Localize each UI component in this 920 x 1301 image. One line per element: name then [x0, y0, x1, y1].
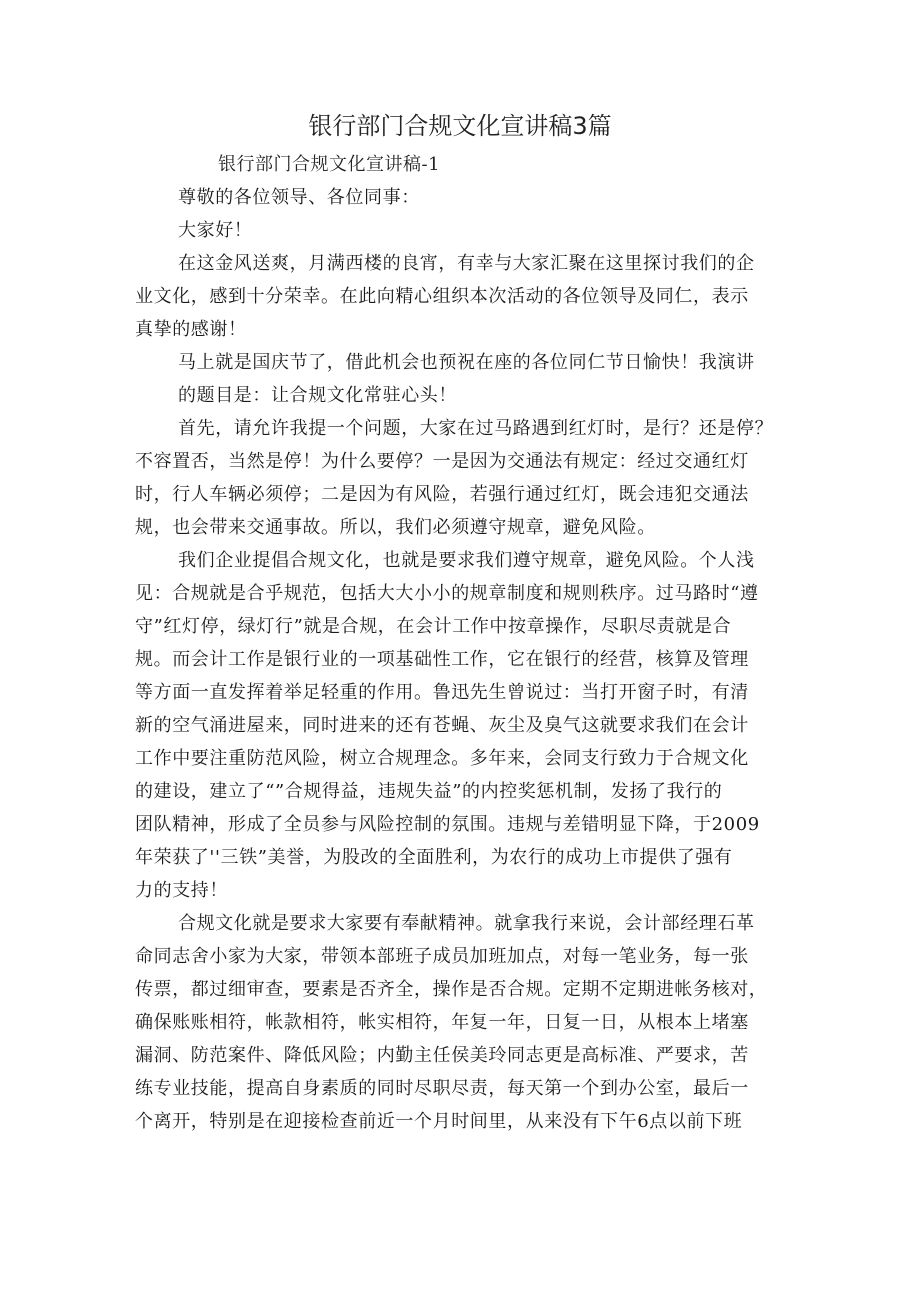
greeting-line: 尊敬的各位领导、各位同事： [178, 187, 420, 208]
body-line: 见：合规就是合乎规范，包括大大小小的规章制度和规则秩序。过马路时“遵 [135, 583, 759, 604]
body-line: 等方面一直发挥着举足轻重的作用。鲁迅先生曾说过：当打开窗子时，有清 [135, 682, 749, 703]
body-line: 的题目是：让合规文化常驻心头！ [178, 385, 457, 406]
body-line: 工作中要注重防范风险，树立合规理念。多年来，会同支行致力于合规文化 [135, 748, 749, 769]
body-line: 规。而会计工作是银行业的一项基础性工作，它在银行的经营，核算及管理 [135, 649, 749, 670]
body-text [135, 247, 790, 1138]
hello-line: 大家好！ [178, 220, 253, 241]
body-line: 力的支持！ [135, 880, 228, 901]
body-line: 马上就是国庆节了，借此机会也预祝在座的各位同仁节日愉快！我演讲 [178, 352, 755, 373]
body-line: 规，也会带来交通事故。所以，我们必须遵守规章，避免风险。 [135, 517, 656, 538]
body-line: 命同志舍小家为大家，带领本部班子成员加班加点，对每一笔业务，每一张 [135, 946, 749, 967]
body-line: 年荣获了''三铁”美誉，为股改的全面胜利，为农行的成功上市提供了强有 [135, 847, 733, 868]
body-line: 守”红灯停，绿灯行”就是合规，在会计工作中按章操作，尽职尽责就是合 [135, 616, 732, 637]
body-line: 时，行人车辆必须停；二是因为有风险，若强行通过红灯，既会违犯交通法 [135, 484, 749, 505]
body-line: 业文化，感到十分荣幸。在此向精心组织本次活动的各位领导及同仁，表示 [135, 286, 749, 307]
salutation-block [135, 181, 790, 247]
body-line: 真挚的感谢！ [135, 319, 247, 340]
body-line: 不容置否，当然是停！为什么要停？一是因为交通法有规定：经过交通红灯 [135, 451, 749, 472]
body-line: 个离开，特别是在迎接检查前近一个月时间里，从来没有下午6点以前下班 [135, 1111, 743, 1132]
body-line: 确保账账相符，帐款相符，帐实相符，年复一年，日复一日，从根本上堵塞 [135, 1012, 749, 1033]
body-line: 我们企业提倡合规文化，也就是要求我们遵守规章，避免风险。个人浅 [178, 550, 755, 571]
document-title: 银行部门合规文化宣讲稿3篇 [308, 112, 612, 140]
body-line: 在这金风送爽，月满西楼的良宵，有幸与大家汇聚在这里探讨我们的企 [178, 253, 755, 274]
body-line: 漏洞、防范案件、降低风险；内勤主任侯美玲同志更是高标准、严要求，苦 [135, 1045, 749, 1066]
body-line: 传票，都过细审查，要素是否齐全，操作是否合规。定期不定期进帐务核对， [135, 979, 768, 1000]
body-line: 首先，请允许我提一个问题，大家在过马路遇到红灯时，是行？还是停？ [178, 418, 774, 439]
body-line: 新的空气涌进屋来，同时进来的还有苍蝇、灰尘及臭气这就要求我们在会计 [135, 715, 749, 736]
document-subtitle: 银行部门合规文化宣讲稿-1 [218, 154, 441, 175]
body-line: 合规文化就是要求大家要有奉献精神。就拿我行来说，会计部经理石革 [178, 913, 755, 934]
body-line: 练专业技能，提高自身素质的同时尽职尽责，每天第一个到办公室，最后一 [135, 1078, 749, 1099]
body-line: 团队精神，形成了全员参与风险控制的氛围。违规与差错明显下降，于2009 [135, 814, 760, 835]
body-line: 的建设，建立了“”合规得益，违规失益”的内控奖惩机制，发扬了我行的 [135, 781, 723, 802]
